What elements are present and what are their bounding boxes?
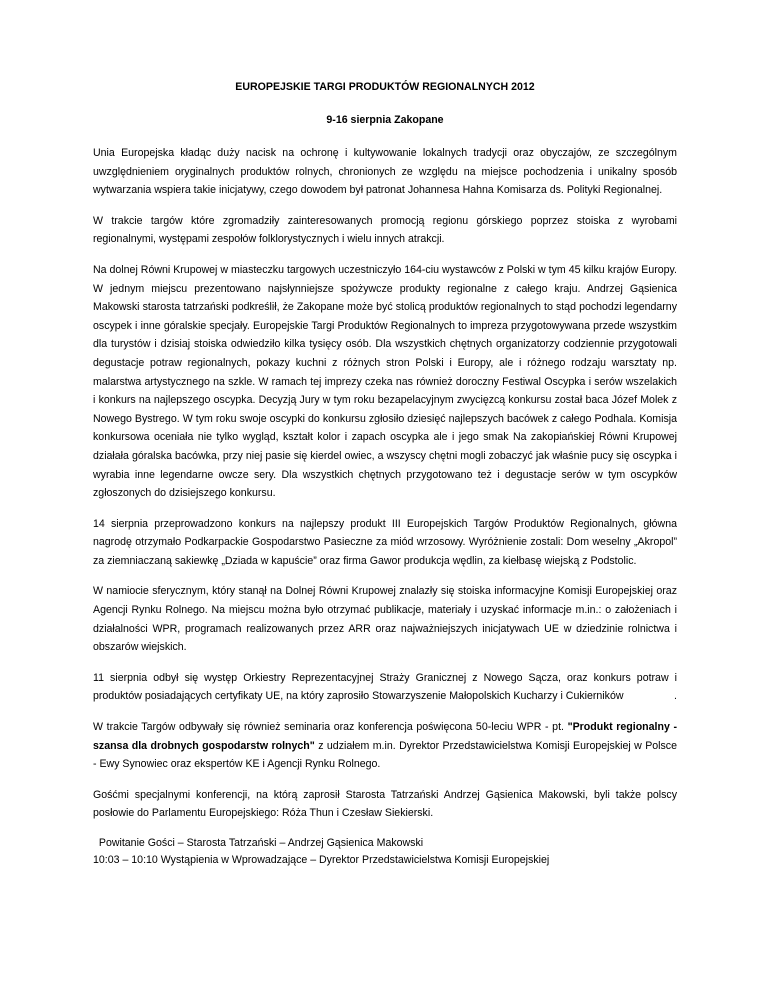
- paragraph-3: Na dolnej Równi Krupowej w miasteczku targowych uczestniczyło 164-ciu wystawców z Polski w tym 45 kilku krajów Europy. W jednym miejscu prezentowano najsłynniejsze spożywcze produkty regionalne z całego kraju. Andrzej Gąsienica Makowski starosta tatrzański podkreślił, że Zakopane może być stolicą produktów regionalnych to stąd pochodzi legendarny oscypek i inne góralskie specjały. Europejskie Targi Produktów Regionalnych to impreza przygotowywana przede wszystkim dla turystów i dzisiaj stoiska odwiedziło kilka tysięcy osób. Dla wszystkich chętnych organizatorzy codziennie przygotowali degustacje potraw regionalnych, pokazy kuchni z różnych stron Polski i Europy, ale i różnego rodzaju warsztaty np. malarstwa artystycznego na szkle. W ramach tej imprezy czeka nas również doroczny Festiwal Oscypka i serów wszelakich i konkurs na najlepszego oscypka. Decyzją Jury w tym roku bezapelacyjnym zwycięzcą konkursu został baca Józef Molek z Nowego Bystrego. W tym roku swoje oscypki do konkursu zgłosiło dziesięć najlepszych bacówek z całego Podhala. Komisja konkursowa oceniała nie tylko wygląd, kształt kolor i zapach oscypka ale i jego smak Na zakopiańskiej Równi Krupowej działała góralska bacówka, przy niej pasie się kierdel owiec, a wszyscy chętni mogli zobaczyć jak właśnie pucy się oscypka i wyrabia inne legendarne owcze sery. Dla wszystkich chętnych przygotowano też i degustacje serów w tym oscypków zgłoszonych do dzisiejszego konkursu.: [93, 263, 677, 500]
- document-page: [93, 80, 677, 869]
- schedule: [93, 835, 677, 869]
- paragraph-6: [93, 669, 677, 706]
- paragraph-4: 14 sierpnia przeprowadzono konkurs na najlepszy produkt III Europejskich Targów Produktów Regionalnych, główna nagrodę otrzymało Podkarpackie Gospodarstwo Pasieczne za miód wrzosowy. Wyróżnienie zostali: Dom weselny „Akropol” za ziemniaczaną sakiewkę „Dziada w kapuście” oraz firma Gawor produkcja wędlin, za kiełbasę wiejską z Podstolic.: [93, 517, 677, 567]
- paragraph-1: Unia Europejska kładąc duży nacisk na ochronę i kultywowanie lokalnych tradycji oraz obyczajów, ze szczególnym uwzględnieniem oryginalnych produktów rolnych, chronionych ze względu na miejsce pochodzenia i unikalny sposób wytwarzania wspiera takie inicjatywy, czego dowodem był patronat Johannesa Hahna Komisarza ds. Polityki Regionalnej.: [93, 147, 677, 197]
- schedule-line-1: Powitanie Gości – Starosta Tatrzański – Andrzej Gąsienica Makowski: [93, 837, 424, 849]
- document-subtitle: 9-16 sierpnia Zakopane: [326, 114, 444, 126]
- paragraph-6-text: 11 sierpnia odbył się występ Orkiestry Reprezentacyjnej Straży Granicznej z Nowego Sącza, oraz konkurs potraw i produktów posiadających certyfikaty UE, na który zaprosiło Stowarzyszenie Małopolskich Kucharzy i Cukierników: [93, 671, 677, 703]
- paragraph-7-text-c: z udziałem m.in. Dyrektor Przedstawicielstwa Komisji Europejskiej w Polsce - Ewy Synowiec oraz ekspertów KE i Agencji Rynku Rolnego.: [93, 739, 677, 771]
- paragraph-5: W namiocie sferycznym, który stanął na Dolnej Równi Krupowej znalazły się stoiska informacyjne Komisji Europejskiej oraz Agencji Rynku Rolnego. Na miejscu można było otrzymać publikacje, materiały i uzyskać informacje m.in.: o założeniach i działalności WPR, programach realizowanych przez ARR oraz najważniejszych inicjatywach UE w dziedzinie rolnictwa i obszarów wiejskich.: [93, 585, 677, 654]
- paragraph-6-dot: .: [674, 690, 677, 703]
- paragraph-7-text-a: W trakcie Targów odbywały się również seminaria oraz konferencja poświęcona 50-leciu WPR - pt.: [93, 721, 568, 734]
- document-title: EUROPEJSKIE TARGI PRODUKTÓW REGIONALNYCH 2012: [235, 81, 535, 93]
- paragraph-8: Gośćmi specjalnymi konferencji, na którą zaprosił Starosta Tatrzański Andrzej Gąsienica Makowski, byli także polscy posłowie do Parlamentu Europejskiego: Róża Thun i Czesław Siekierski.: [93, 788, 677, 820]
- paragraph-7: [93, 718, 677, 774]
- paragraph-7-bold-title: "Produkt regionalny - szansa dla drobnych gospodarstw rolnych": [93, 721, 677, 752]
- paragraph-2: W trakcie targów które zgromadziły zainteresowanych promocją regionu górskiego poprzez stoiska z wyrobami regionalnymi, występami zespołów folklorystycznych i wielu innych atrakcji.: [93, 214, 677, 246]
- schedule-line-2: 10:03 – 10:10 Wystąpienia w Wprowadzające – Dyrektor Przedstawicielstwa Komisji Europejskiej: [93, 854, 550, 866]
